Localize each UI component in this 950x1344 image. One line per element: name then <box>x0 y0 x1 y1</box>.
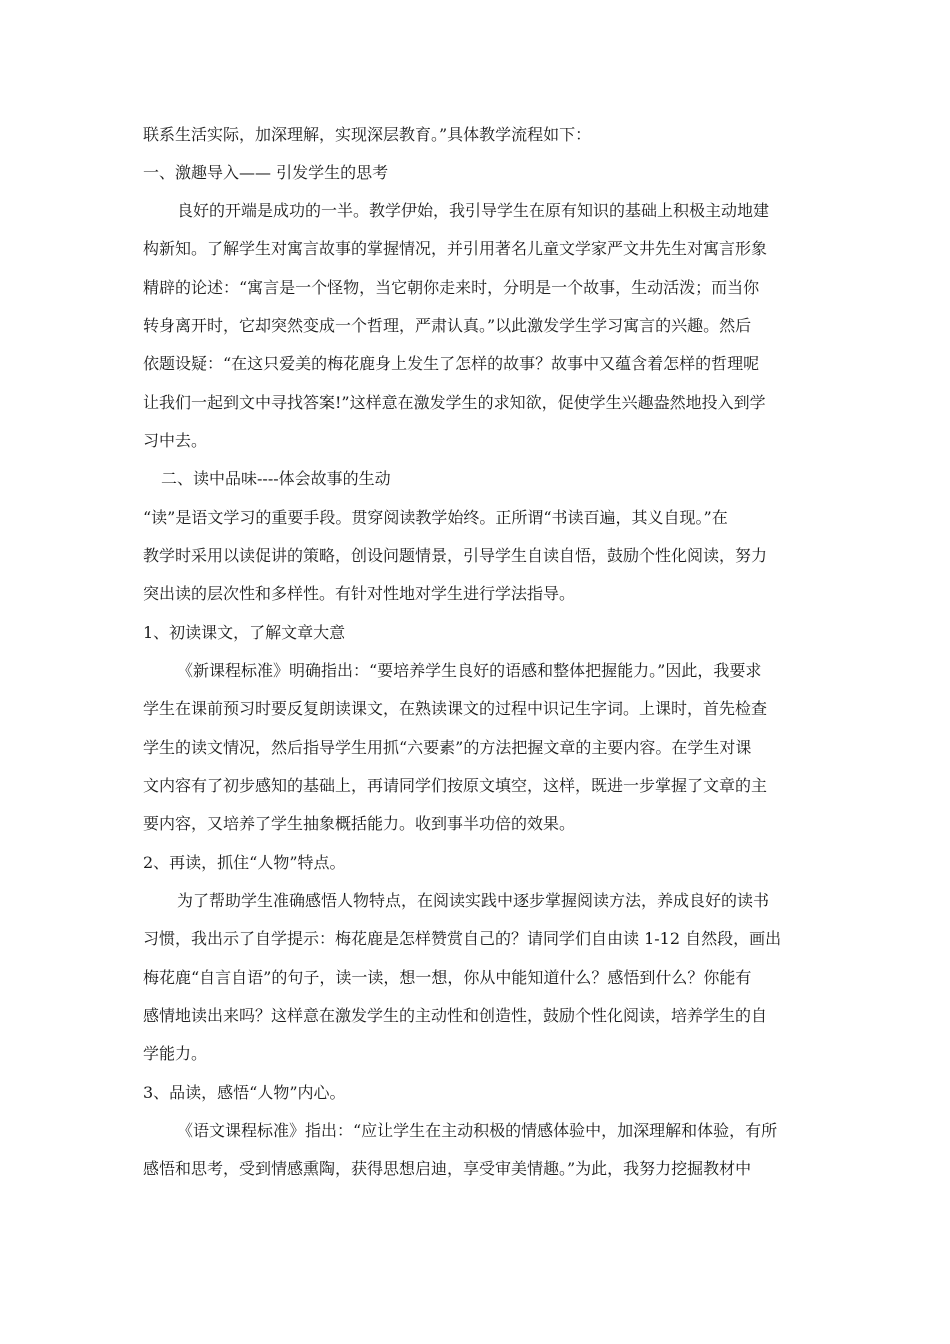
text-line: 转身离开时，它却突然变成一个哲理，严肃认真。”以此激发学生学习寓言的兴趣。然后 <box>143 316 752 335</box>
subsection-heading: 3、品读，感悟“人物”内心。 <box>143 1083 346 1102</box>
text-line: 为了帮助学生准确感悟人物特点，在阅读实践中逐步掌握阅读方法，养成良好的读书 <box>177 891 770 910</box>
subsection-heading: 2、再读，抓住“人物”特点。 <box>143 853 346 872</box>
text-line: 学生在课前预习时要反复朗读课文，在熟读课文的过程中识记生字词。上课时，首先检查 <box>143 699 768 718</box>
text-line: 构新知。了解学生对寓言故事的掌握情况，并引用著名儿童文学家严文井先生对寓言形象 <box>143 239 768 258</box>
text-line: 习惯，我出示了自学提示：梅花鹿是怎样赞赏自己的？请同学们自由读 1-12 自然段，画出 <box>143 929 782 948</box>
text-line: 精辟的论述：“寓言是一个怪物，当它朝你走来时，分明是一个故事，生动活泼；而当你 <box>143 278 760 297</box>
text-line: 习中去。 <box>143 431 208 450</box>
text-line: 教学时采用以读促讲的策略，创设问题情景，引导学生自读自悟，鼓励个性化阅读，努力 <box>143 546 768 565</box>
text-line: 要内容，又培养了学生抽象概括能力。收到事半功倍的效果。 <box>143 814 576 833</box>
text-line: 学生的读文情况，然后指导学生用抓“六要素”的方法把握文章的主要内容。在学生对课 <box>143 738 752 757</box>
text-line: 《语文课程标准》指出：“应让学生在主动积极的情感体验中，加深理解和体验，有所 <box>177 1121 778 1140</box>
text-line: 依题设疑：“在这只爱美的梅花鹿身上发生了怎样的故事？故事中又蕴含着怎样的哲理呢 <box>143 354 760 373</box>
text-line: 感情地读出来吗？这样意在激发学生的主动性和创造性，鼓励个性化阅读，培养学生的自 <box>143 1006 768 1025</box>
text-line: 《新课程标准》明确指出：“要培养学生良好的语感和整体把握能力。”因此，我要求 <box>177 661 762 680</box>
subsection-heading: 1、初读课文，了解文章大意 <box>143 623 346 642</box>
text-line: 文内容有了初步感知的基础上，再请同学们按原文填空，这样，既进一步掌握了文章的主 <box>143 776 768 795</box>
section-heading: 一、激趣导入—— 引发学生的思考 <box>143 163 389 182</box>
text-line: 学能力。 <box>143 1044 208 1063</box>
text-line: “读”是语文学习的重要手段。贯穿阅读教学始终。正所谓“书读百遍，其义自现。”在 <box>143 508 728 527</box>
text-line: 感悟和思考，受到情感熏陶，获得思想启迪，享受审美情趣。”为此，我努力挖掘教材中 <box>143 1159 752 1178</box>
section-heading: 二、读中品味----体会故事的生动 <box>161 469 391 488</box>
text-line: 梅花鹿“自言自语”的句子，读一读，想一想，你从中能知道什么？感悟到什么？你能有 <box>143 968 752 987</box>
text-line: 良好的开端是成功的一半。教学伊始，我引导学生在原有知识的基础上积极主动地建 <box>177 201 770 220</box>
text-line: 联系生活实际，加深理解，实现深层教育。”具体教学流程如下： <box>143 125 592 144</box>
text-line: 突出读的层次性和多样性。有针对性地对学生进行学法指导。 <box>143 584 576 603</box>
text-line: 让我们一起到文中寻找答案!”这样意在激发学生的求知欲，促使学生兴趣盎然地投入到学 <box>143 393 766 412</box>
